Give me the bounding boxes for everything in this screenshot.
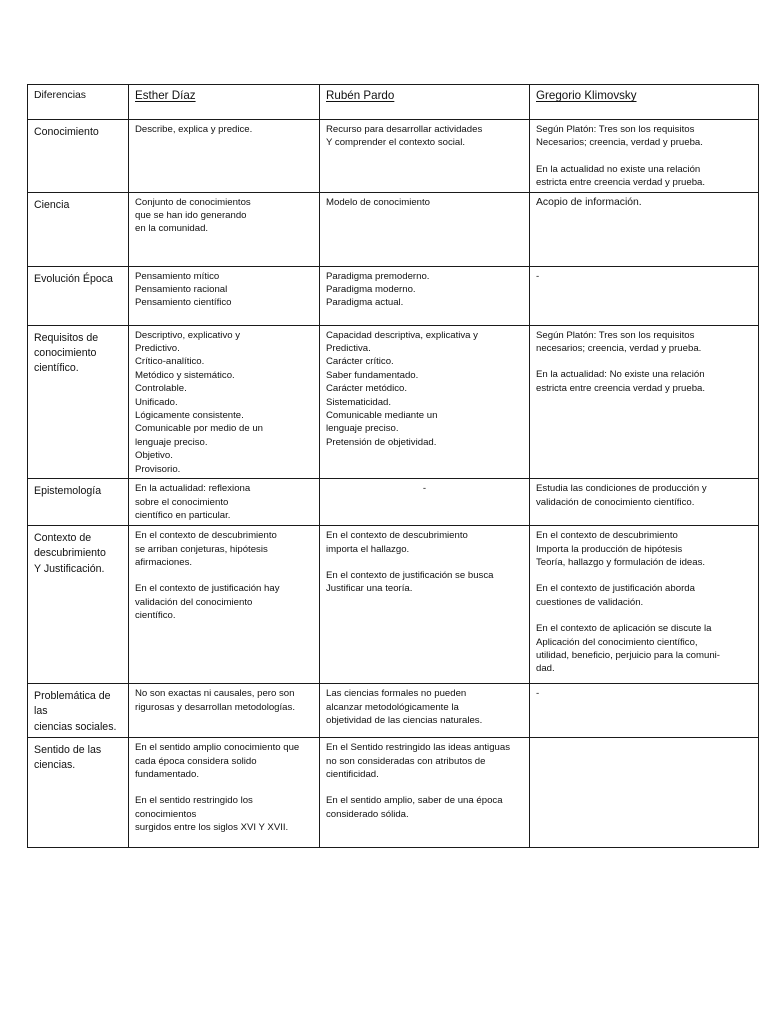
cell-text: Describe, explica y predice. xyxy=(135,124,253,135)
table-cell xyxy=(530,479,759,526)
cell-text: En el Sentido restringido las ideas antiguas no son consideradas con atributos de cientificidad. xyxy=(326,742,510,780)
author-cell-ruben-pardo xyxy=(320,85,530,120)
table-cell xyxy=(320,479,530,526)
table-cell xyxy=(320,738,530,848)
cell-text: Las ciencias formales no pueden alcanzar metodológicamente la objetividad de las ciencias naturales. xyxy=(326,688,483,726)
author-name: Esther Díaz xyxy=(135,89,196,102)
table-cell xyxy=(129,526,320,684)
cell-text: En el contexto de descubrimiento importa el hallazgo. xyxy=(326,530,468,555)
table-cell xyxy=(129,266,320,325)
table-row xyxy=(28,192,759,266)
row-label: Problemática de las ciencias sociales. xyxy=(34,690,117,733)
table-cell xyxy=(129,738,320,848)
cell-text: Pensamiento mítico Pensamiento racional Pensamiento científico xyxy=(135,270,232,309)
row-label: Sentido de las ciencias. xyxy=(34,744,102,772)
author-name: Gregorio Klimovsky xyxy=(536,89,637,102)
table-row xyxy=(28,738,759,848)
table-cell xyxy=(530,526,759,684)
row-label-cell xyxy=(28,738,129,848)
author-cell-gregorio-klimovsky xyxy=(530,85,759,120)
table-cell xyxy=(530,192,759,266)
table-row xyxy=(28,120,759,193)
cell-text: - xyxy=(422,483,427,495)
cell-text: En el contexto de aplicación se discute la Aplicación del conocimiento científico, utilidad, beneficio, perjuicio para la comuni- dad. xyxy=(536,623,720,675)
row-label: Ciencia xyxy=(34,198,70,211)
author-cell-esther-diaz xyxy=(129,85,320,120)
cell-text: En el contexto de descubrimiento se arriban conjeturas, hipótesis afirmaciones. xyxy=(135,530,277,568)
table-cell xyxy=(530,325,759,478)
cell-text: Según Platón: Tres son los requisitos Necesarios; creencia, verdad y prueba. xyxy=(536,124,703,149)
cell-text: Paradigma premoderno. Paradigma moderno. Paradigma actual. xyxy=(326,270,430,309)
cell-text: Estudia las condiciones de producción y validación de conocimiento científico. xyxy=(536,483,707,508)
cell-text: En la actualidad: reflexiona sobre el conocimiento científico en particular. xyxy=(135,483,251,521)
cell-text: En el sentido restringido los conocimientos surgidos entre los siglos XVI Y XVII. xyxy=(135,795,289,834)
author-name: Rubén Pardo xyxy=(326,89,395,102)
table-row xyxy=(28,325,759,478)
cell-text: Modelo de conocimiento xyxy=(326,196,430,208)
cell-text: No son exactas ni causales, pero son rigurosas y desarrollan metodologías. xyxy=(135,688,295,713)
cell-text: Recurso para desarrollar actividades Y comprender el contexto social. xyxy=(326,124,483,149)
table-cell xyxy=(129,325,320,478)
row-label: Contexto de descubrimiento Y Justificación. xyxy=(34,532,106,575)
row-label: Epistemología xyxy=(34,485,102,498)
cell-text: En la actualidad no existe una relación estricta entre creencia verdad y prueba. xyxy=(536,163,706,189)
row-label-cell xyxy=(28,192,129,266)
table-cell xyxy=(320,526,530,684)
cell-text: En el contexto de justificación se busca Justificar una teoría. xyxy=(326,569,494,595)
table-row xyxy=(28,684,759,738)
row-label-cell xyxy=(28,526,129,684)
table-row xyxy=(28,526,759,684)
row-label-cell xyxy=(28,479,129,526)
table-cell-empty xyxy=(530,738,759,848)
cell-text: Descriptivo, explicativo y Predictivo. Crítico-analítico. Metódico y sistemático. Controlable. Unificado. Lógicamente consistente. Comunicable por medio de un lenguaje preciso. Objetivo. Provisorio. xyxy=(135,329,263,475)
cell-text: En el contexto de descubrimiento Importa la producción de hipótesis Teoría, hallazgo y formulación de ideas. xyxy=(536,530,706,568)
table-cell xyxy=(129,684,320,738)
table-cell xyxy=(530,120,759,193)
cell-text: Conjunto de conocimientos que se han ido generando en la comunidad. xyxy=(135,196,251,235)
header-label-cell xyxy=(28,85,129,120)
cell-text: - xyxy=(536,688,540,700)
row-label: Evolución Época xyxy=(34,272,113,285)
cell-text: En el contexto de justificación aborda cuestiones de validación. xyxy=(536,583,695,608)
row-label: Requisitos de conocimiento científico. xyxy=(34,331,99,375)
table-cell xyxy=(320,120,530,193)
cell-text: Acopio de información. xyxy=(536,196,642,208)
cell-text: - xyxy=(536,270,540,282)
row-label-cell xyxy=(28,120,129,193)
table-cell xyxy=(129,479,320,526)
table-cell xyxy=(530,684,759,738)
row-label: Conocimiento xyxy=(34,126,99,138)
table-cell xyxy=(320,684,530,738)
cell-text: Capacidad descriptiva, explicativa y Predictiva. Carácter crítico. Saber fundamentado. Carácter metódico. Sistematicidad. Comunicable mediante un lenguaje preciso. Pretensión de objetividad. xyxy=(326,329,478,448)
header-row xyxy=(28,85,759,120)
cell-text: En el contexto de justificación hay validación del conocimiento científico. xyxy=(135,583,280,622)
table-cell xyxy=(320,325,530,478)
table-cell xyxy=(530,266,759,325)
row-label-cell xyxy=(28,266,129,325)
table-cell xyxy=(129,120,320,193)
cell-text: Según Platón: Tres son los requisitos necesarios; creencia, verdad y prueba. xyxy=(536,329,702,355)
cell-text: En el sentido amplio, saber de una época considerado sólida. xyxy=(326,795,503,820)
row-label-cell xyxy=(28,325,129,478)
header-label: Diferencias xyxy=(34,90,86,101)
row-label-cell xyxy=(28,684,129,738)
table-cell xyxy=(320,192,530,266)
cell-text: En la actualidad: No existe una relación estricta entre creencia verdad y prueba. xyxy=(536,369,706,394)
cell-text: En el sentido amplio conocimiento que cada época considera solido fundamentado. xyxy=(135,742,300,780)
table-row xyxy=(28,266,759,325)
table-cell xyxy=(320,266,530,325)
comparison-table xyxy=(27,84,759,848)
table-row xyxy=(28,479,759,526)
table-cell xyxy=(129,192,320,266)
